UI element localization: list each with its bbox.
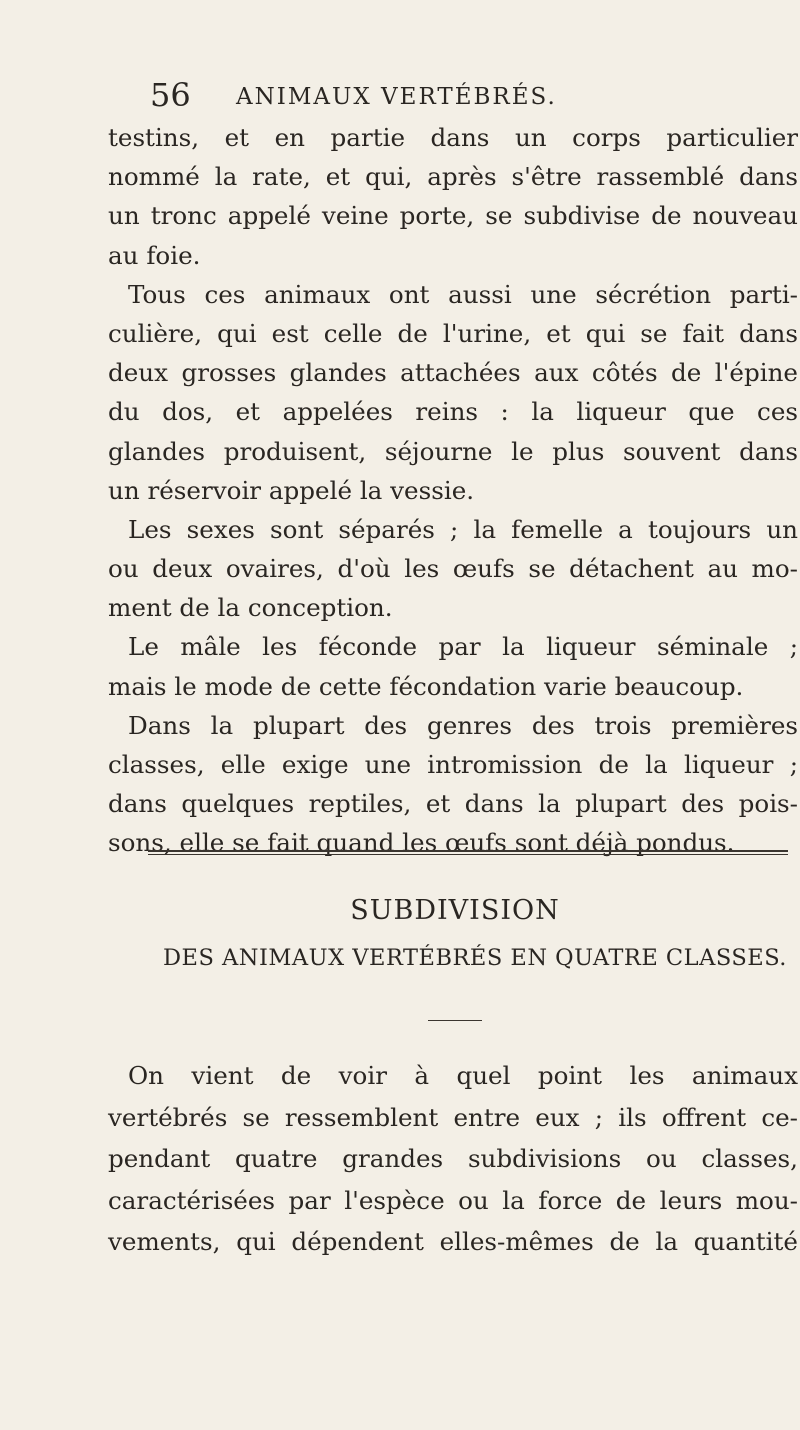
short-divider xyxy=(428,1020,482,1021)
text-line: vertébrés se ressemblent entre eux ; ils offrent ce- xyxy=(108,1102,798,1132)
text-line: au foie. xyxy=(108,240,201,270)
text-line: ou deux ovaires, d'où les œufs se détachent au mo- xyxy=(108,554,798,584)
text-line: vements, qui dépendent elles-mêmes de la quantité xyxy=(108,1227,798,1256)
section-subtitle: DES ANIMAUX VERTÉBRÉS EN QUATRE CLASSES. xyxy=(163,945,787,971)
text-line: du dos, et appelées reins : la liqueur que ces xyxy=(108,397,798,427)
section-divider-thin xyxy=(148,854,788,855)
page-number: 56 xyxy=(150,76,191,114)
running-title: ANIMAUX VERTÉBRÉS. xyxy=(236,84,557,110)
body-text-top xyxy=(108,118,798,863)
text-line: Les sexes sont séparés ; la femelle a toujours un xyxy=(128,514,798,544)
text-line: caractérisées par l'espèce ou la force de leurs mou- xyxy=(108,1185,798,1215)
text-line: testins, et en partie dans un corps particulier xyxy=(108,123,798,152)
text-line: un réservoir appelé la vessie. xyxy=(108,475,475,505)
text-line: classes, elle exige une intromission de la liqueur ; xyxy=(108,750,798,779)
text-line: dans quelques reptiles, et dans la plupart des pois- xyxy=(108,789,798,819)
section-divider xyxy=(148,850,788,852)
text-line: culière, qui est celle de l'urine, et qui se fait dans xyxy=(108,318,798,348)
text-line: Le mâle les féconde par la liqueur séminale ; xyxy=(128,632,798,662)
section-title-text: SUBDIVISION xyxy=(350,895,560,926)
text-line: On vient de voir à quel point les animaux xyxy=(128,1061,798,1090)
text-line: deux grosses glandes attachées aux côtés de l'épine xyxy=(108,358,798,388)
text-line: nommé la rate, et qui, après s'être rassemblé dans xyxy=(108,162,798,192)
text-line: un tronc appelé veine porte, se subdivise de nouveau xyxy=(108,201,798,231)
text-line: sons, elle se fait quand les œufs sont déjà pondus. xyxy=(108,828,735,858)
text-line: glandes produisent, séjourne le plus souvent dans xyxy=(108,436,798,466)
text-line: pendant quatre grandes subdivisions ou classes, xyxy=(108,1144,798,1173)
body-text-bottom xyxy=(108,1055,798,1263)
section-title xyxy=(0,895,800,926)
text-line: ment de la conception. xyxy=(108,593,393,623)
text-line: Dans la plupart des genres des trois premières xyxy=(128,710,798,740)
text-line: mais le mode de cette fécondation varie beaucoup. xyxy=(108,671,744,701)
text-line: Tous ces animaux ont aussi une sécrétion parti- xyxy=(128,279,798,309)
page-header xyxy=(150,76,790,120)
